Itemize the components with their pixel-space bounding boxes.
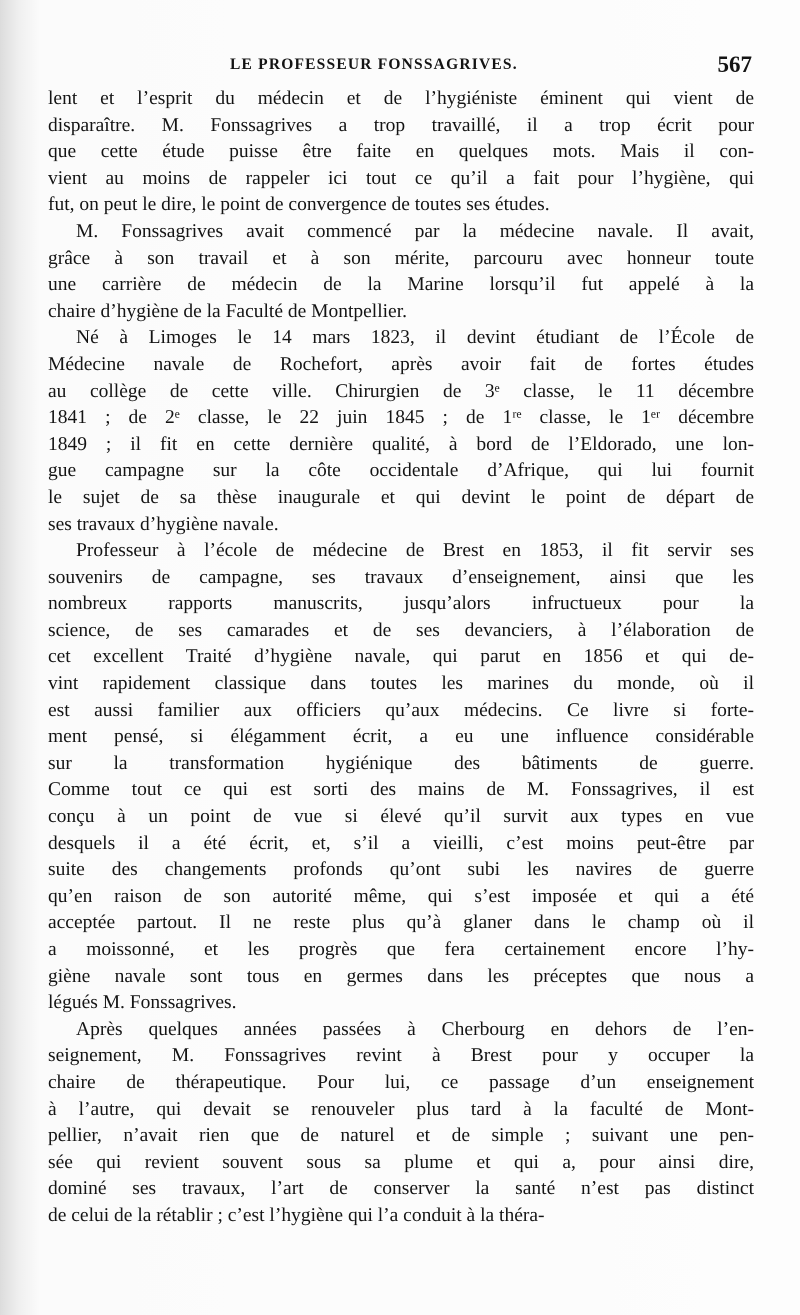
text-line: science, de ses camarades et de ses devanciers, à l’élaboration de <box>48 619 754 641</box>
text-line: qu’en raison de son autorité même, qui s’est imposée et qui a été <box>48 885 754 907</box>
paragraph <box>48 325 754 538</box>
text-line: fut, on peut le dire, le point de convergence de toutes ses études. <box>48 194 550 216</box>
text-line: desquels il a été écrit, et, s’il a vieilli, c’est moins peut-être par <box>48 832 754 854</box>
paragraph <box>48 219 754 325</box>
text-line: sur la transformation hygiénique des bâtiments de guerre. <box>48 752 754 774</box>
text-line: giène navale sont tous en germes dans les préceptes que nous a <box>48 965 754 987</box>
text-line: Professeur à l’école de médecine de Brest en 1853, il fit servir ses <box>76 540 754 562</box>
page-header <box>48 52 752 82</box>
text-line: à l’autre, qui devait se renouveler plus tard à la faculté de Mont- <box>48 1098 754 1120</box>
text-line: dominé ses travaux, l’art de conserver la santé n’est pas distinct <box>48 1178 754 1200</box>
text-line: 1841 ; de 2ᵉ classe, le 22 juin 1845 ; de 1ʳᵉ classe, le 1ᵉʳ décembre <box>48 407 754 429</box>
text-line: suite des changements profonds qu’ont subi les navires de guerre <box>48 859 754 881</box>
text-line: Comme tout ce qui est sorti des mains de M. Fonssagrives, il est <box>48 779 754 801</box>
text-line: souvenirs de campagne, ses travaux d’enseignement, ainsi que les <box>48 566 754 588</box>
text-line: sée qui revient souvent sous sa plume et qui a, pour ainsi dire, <box>48 1151 754 1173</box>
text-line: légués M. Fonssagrives. <box>48 992 237 1014</box>
text-line: chaire de thérapeutique. Pour lui, ce passage d’un enseignement <box>48 1071 754 1093</box>
text-line: 1849 ; il fit en cette dernière qualité, à bord de l’Eldorado, une lon- <box>48 433 754 455</box>
text-line: une carrière de médecin de la Marine lorsqu’il fut appelé à la <box>48 274 754 296</box>
text-line: Médecine navale de Rochefort, après avoir fait de fortes études <box>48 353 754 375</box>
text-line: M. Fonssagrives avait commencé par la médecine navale. Il avait, <box>76 220 754 242</box>
text-line: de celui de la rétablir ; c’est l’hygiène qui l’a conduit à la théra- <box>48 1204 545 1226</box>
text-line: grâce à son travail et à son mérite, parcouru avec honneur toute <box>48 247 754 269</box>
text-line: vient au moins de rappeler ici tout ce qu’il a fait pour l’hygiène, qui <box>48 167 754 189</box>
text-line: gue campagne sur la côte occidentale d’Afrique, qui lui fournit <box>48 460 754 482</box>
text-line: est aussi familier aux officiers qu’aux médecins. Ce livre si forte- <box>48 699 754 721</box>
paragraph <box>48 86 754 219</box>
text-line: disparaître. M. Fonssagrives a trop travaillé, il a trop écrit pour <box>48 114 754 136</box>
text-line: cet excellent Traité d’hygiène navale, qui parut en 1856 et qui de- <box>48 646 754 668</box>
text-line: vint rapidement classique dans toutes les marines du monde, où il <box>48 673 754 695</box>
running-title: LE PROFESSEUR FONSSAGRIVES. <box>230 56 518 73</box>
text-line: pellier, n’avait rien que de naturel et de simple ; suivant une pen- <box>48 1125 754 1147</box>
paragraph <box>48 538 754 1017</box>
text-line: au collège de cette ville. Chirurgien de 3ᵉ classe, le 11 décembre <box>48 380 754 402</box>
text-line: nombreux rapports manuscrits, jusqu’alors infructueux pour la <box>48 593 754 615</box>
body-text <box>48 86 754 1230</box>
text-line: a moissonné, et les progrès que fera certainement encore l’hy- <box>48 939 754 960</box>
text-line: lent et l’esprit du médecin et de l’hygiéniste éminent qui vient de <box>48 88 754 109</box>
text-line: que cette étude puisse être faite en quelques mots. Mais il con- <box>48 141 754 163</box>
text-line: Après quelques années passées à Cherbourg en dehors de l’en- <box>76 1018 754 1040</box>
text-line: ment pensé, si élégamment écrit, a eu une influence considérable <box>48 726 754 748</box>
text-line: chaire d’hygiène de la Faculté de Montpellier. <box>48 300 407 322</box>
page-number: 567 <box>717 52 752 77</box>
text-line: ses travaux d’hygiène navale. <box>48 513 279 535</box>
text-line: le sujet de sa thèse inaugurale et qui devint le point de départ de <box>48 486 754 508</box>
text-line: Né à Limoges le 14 mars 1823, il devint étudiant de l’École de <box>76 327 754 349</box>
text-line: conçu à un point de vue si élevé qu’il survit aux types en vue <box>48 806 754 828</box>
text-line: acceptée partout. Il ne reste plus qu’à glaner dans le champ où il <box>48 912 754 934</box>
paragraph <box>48 1017 754 1230</box>
text-line: seignement, M. Fonssagrives revint à Brest pour y occuper la <box>48 1045 754 1067</box>
